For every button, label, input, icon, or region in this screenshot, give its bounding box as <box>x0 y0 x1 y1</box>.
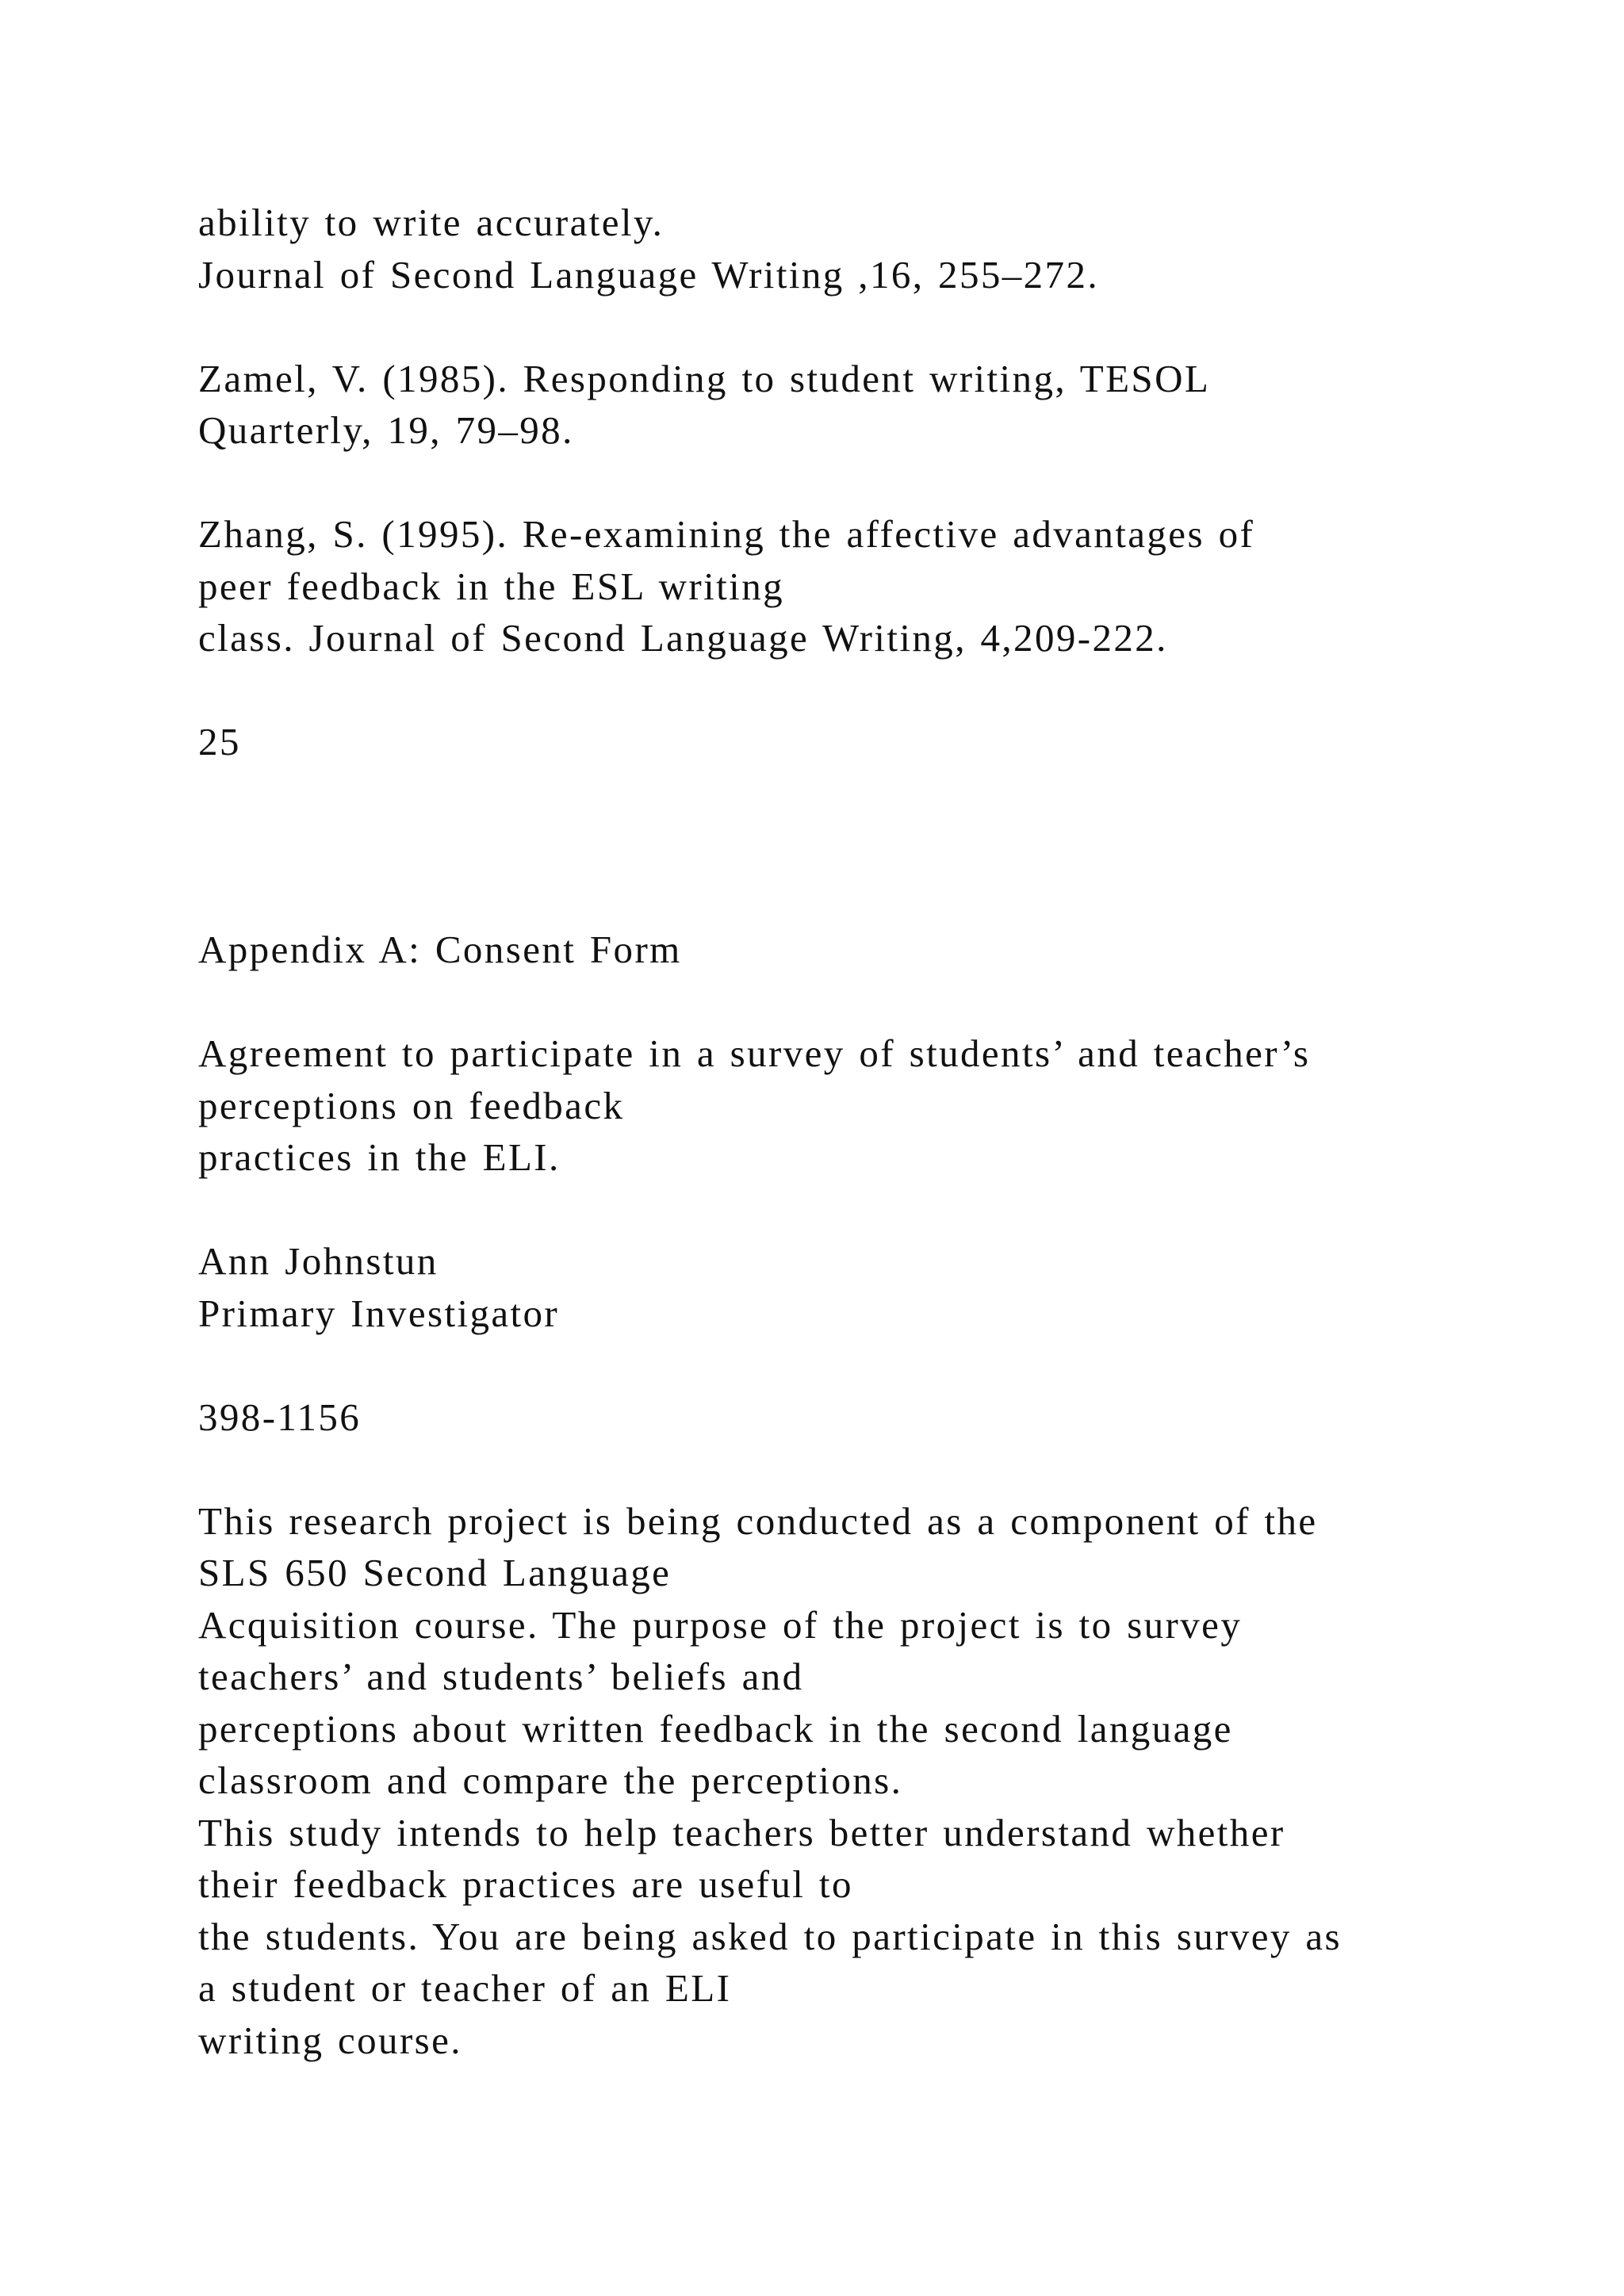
body-line: teachers’ and students’ beliefs and <box>198 1655 804 1698</box>
reference-line: class. Journal of Second Language Writing, 4,209-222. <box>198 616 1168 660</box>
reference-line: Zamel, V. (1985). Responding to student writing, TESOL <box>198 356 1211 400</box>
body-line: Acquisition course. The purpose of the project is to survey <box>198 1602 1243 1647</box>
reference-line: ability to write accurately. <box>198 201 665 244</box>
reference-line: Zhang, S. (1995). Re-examining the affective advantages of <box>198 512 1255 556</box>
agreement-line: practices in the ELI. <box>198 1135 561 1179</box>
page-break-spacer <box>198 820 1546 924</box>
investigator-name: Ann Johnstun <box>198 1239 439 1283</box>
reference-line: peer feedback in the ESL writing <box>198 564 784 608</box>
agreement-paragraph <box>198 1027 1546 1184</box>
page-number-block <box>198 716 1546 768</box>
reference-lee <box>198 197 1546 300</box>
body-line: a student or teacher of an ELI <box>198 1966 732 2010</box>
page-number: 25 <box>198 720 241 763</box>
body-line: perceptions about written feedback in the second language <box>198 1706 1233 1751</box>
reference-line: Quarterly, 19, 79–98. <box>198 408 574 452</box>
phone-block <box>198 1391 1546 1444</box>
consent-body-paragraph <box>198 1495 1546 2067</box>
body-line: SLS 650 Second Language <box>198 1551 672 1594</box>
investigator-role: Primary Investigator <box>198 1291 560 1335</box>
body-line: the students. You are being asked to participate in this survey as <box>198 1914 1342 1958</box>
body-line: This research project is being conducted as a component of the <box>198 1498 1318 1543</box>
investigator-block <box>198 1235 1546 1339</box>
reference-line: Journal of Second Language Writing ,16, 255–272. <box>198 252 1100 297</box>
reference-zamel <box>198 353 1546 457</box>
body-line: classroom and compare the perceptions. <box>198 1758 903 1802</box>
document-page <box>198 197 1546 2118</box>
body-line: their feedback practices are useful to <box>198 1862 853 1906</box>
appendix-heading-block <box>198 924 1546 976</box>
agreement-line: Agreement to participate in a survey of students’ and teacher’s <box>198 1031 1311 1075</box>
body-line: This study intends to help teachers better understand whether <box>198 1810 1285 1854</box>
reference-zhang <box>198 508 1546 664</box>
body-line: writing course. <box>198 2018 462 2062</box>
agreement-line: perceptions on feedback <box>198 1083 625 1127</box>
appendix-heading: Appendix A: Consent Form <box>198 928 682 971</box>
phone-number: 398-1156 <box>198 1395 362 1439</box>
